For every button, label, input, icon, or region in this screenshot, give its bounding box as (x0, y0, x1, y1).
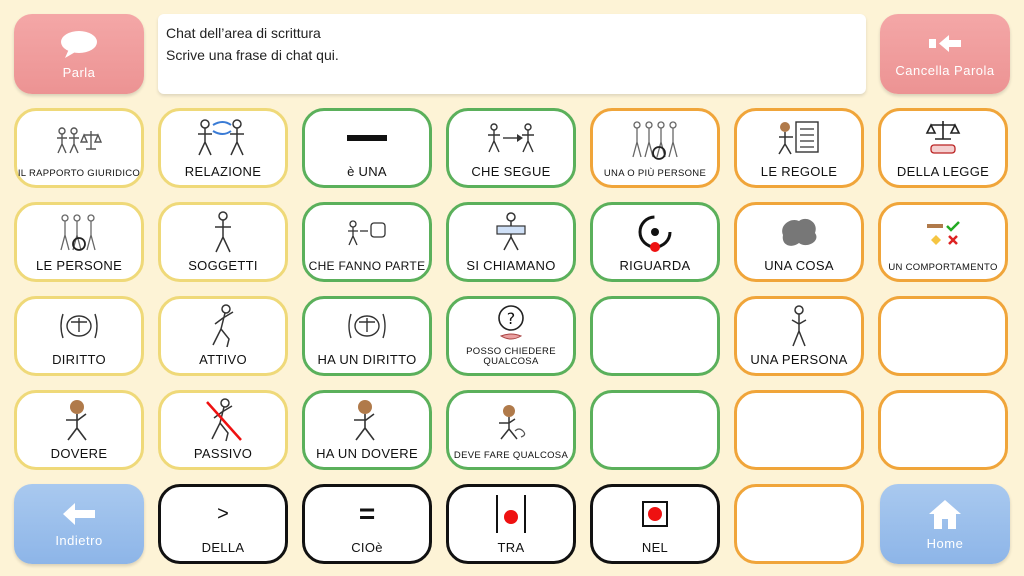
tile-label: HA UN DIRITTO (317, 352, 417, 367)
speak-button[interactable] (14, 14, 144, 94)
people-group-icon (593, 111, 717, 169)
tile-empty-r3c5[interactable] (590, 296, 720, 376)
dash-icon (305, 111, 429, 165)
tile-dovere[interactable] (14, 390, 144, 470)
belong-icon (305, 205, 429, 260)
greater-than-icon: > (217, 502, 229, 525)
tile-label: PASSIVO (193, 446, 253, 461)
tile-ha-un-diritto[interactable] (302, 296, 432, 376)
relationship-icon (161, 111, 285, 165)
arrow-left-icon (61, 501, 97, 527)
has-right-icon (305, 299, 429, 353)
tile-label: ATTIVO (199, 352, 247, 367)
svg-text:?: ? (506, 309, 516, 328)
speak-label: Parla (62, 64, 96, 80)
speech-bubble-icon (59, 29, 99, 59)
chat-writing-area[interactable] (158, 14, 866, 94)
about-icon (593, 205, 717, 259)
tile-un-comportamento[interactable] (878, 202, 1008, 282)
person-icon (161, 205, 285, 259)
must-do-icon (449, 393, 573, 451)
tile-label: RELAZIONE (184, 164, 262, 179)
tile-diritto[interactable] (14, 296, 144, 376)
tile-empty-r4c6[interactable] (734, 390, 864, 470)
tile-label: DELLA (201, 540, 245, 555)
tile-della-legge[interactable] (878, 108, 1008, 188)
ask-icon (449, 299, 573, 347)
tile-empty-r3c7[interactable] (878, 296, 1008, 376)
chat-hint: Scrive una frase di chat qui. (166, 47, 339, 63)
tile-empty-r4c5[interactable] (590, 390, 720, 470)
follow-icon (449, 111, 573, 165)
tile-label: DOVERE (50, 446, 108, 461)
tile-ha-un-dovere[interactable] (302, 390, 432, 470)
tile-relazione[interactable] (158, 108, 288, 188)
right-scales-icon (17, 299, 141, 353)
tile-cioe[interactable] (302, 484, 432, 564)
tile-label: UNA PERSONA (750, 352, 848, 367)
tile-empty-r4c7[interactable] (878, 390, 1008, 470)
tile-le-persone[interactable] (14, 202, 144, 282)
tile-le-regole[interactable] (734, 108, 864, 188)
tile-empty-r5c6[interactable] (734, 484, 864, 564)
delete-word-button[interactable] (880, 14, 1010, 94)
people-icon (17, 205, 141, 259)
tile-label: LE REGOLE (760, 164, 838, 179)
home-button[interactable] (880, 484, 1010, 564)
law-scales-icon (881, 111, 1005, 165)
tile-label: LE PERSONE (35, 258, 123, 273)
backspace-icon (925, 31, 965, 57)
tile-una-cosa[interactable] (734, 202, 864, 282)
inside-icon (593, 487, 717, 541)
passive-person-icon (161, 393, 285, 447)
legal-relationship-icon (17, 111, 141, 169)
tile-label: IL RAPPORTO GIURIDICO (17, 168, 141, 179)
tile-label: POSSO CHIEDERE QUALCOSA (466, 346, 556, 367)
behaviour-icon (881, 205, 1005, 263)
rules-icon (737, 111, 861, 165)
tile-label: TRA (497, 540, 525, 555)
tile-deve-fare-qualcosa[interactable] (446, 390, 576, 470)
tile-label: CIOè (351, 540, 383, 555)
tile-label: UN COMPORTAMENTO (888, 262, 998, 273)
chat-title: Chat dell’area di scrittura (166, 25, 321, 41)
tile-una-o-piu-persone[interactable] (590, 108, 720, 188)
home-label: Home (926, 535, 964, 551)
equals-icon: = (358, 498, 376, 529)
active-person-icon (161, 299, 285, 353)
tile-attivo[interactable] (158, 296, 288, 376)
tile-label: HA UN DOVERE (316, 446, 418, 461)
tile-e-una[interactable] (302, 108, 432, 188)
duty-icon (17, 393, 141, 447)
tile-label: SOGGETTI (188, 258, 258, 273)
tile-label: DIRITTO (52, 352, 106, 367)
tile-label: UNA COSA (764, 258, 834, 273)
tile-che-segue[interactable] (446, 108, 576, 188)
named-icon (449, 205, 573, 259)
tile-che-fanno-parte[interactable] (302, 202, 432, 282)
tile-label: CHE FANNO PARTE (308, 259, 426, 273)
delete-word-label: Cancella Parola (895, 62, 995, 78)
tile-rapporto-giuridico[interactable] (14, 108, 144, 188)
tile-label: è UNA (347, 164, 387, 179)
tile-label: DELLA LEGGE (896, 164, 990, 179)
between-icon (449, 487, 573, 541)
tile-della[interactable] (158, 484, 288, 564)
tile-label: RIGUARDA (619, 258, 691, 273)
tile-label: SI CHIAMANO (466, 258, 556, 273)
tile-label: DEVE FARE QUALCOSA (453, 450, 569, 461)
home-icon (927, 498, 963, 530)
tile-tra[interactable] (446, 484, 576, 564)
back-label: Indietro (55, 532, 103, 548)
single-person-icon (737, 299, 861, 353)
has-duty-icon (305, 393, 429, 447)
back-button[interactable] (14, 484, 144, 564)
tile-una-persona[interactable] (734, 296, 864, 376)
tile-riguarda[interactable] (590, 202, 720, 282)
tile-posso-chiedere[interactable] (446, 296, 576, 376)
tile-si-chiamano[interactable] (446, 202, 576, 282)
tile-label: NEL (641, 540, 669, 555)
tile-label: UNA O PIÙ PERSONE (603, 168, 707, 179)
tile-soggetti[interactable] (158, 202, 288, 282)
thing-blob-icon (737, 205, 861, 259)
tile-nel[interactable] (590, 484, 720, 564)
tile-passivo[interactable] (158, 390, 288, 470)
tile-label: CHE SEGUE (471, 164, 551, 179)
